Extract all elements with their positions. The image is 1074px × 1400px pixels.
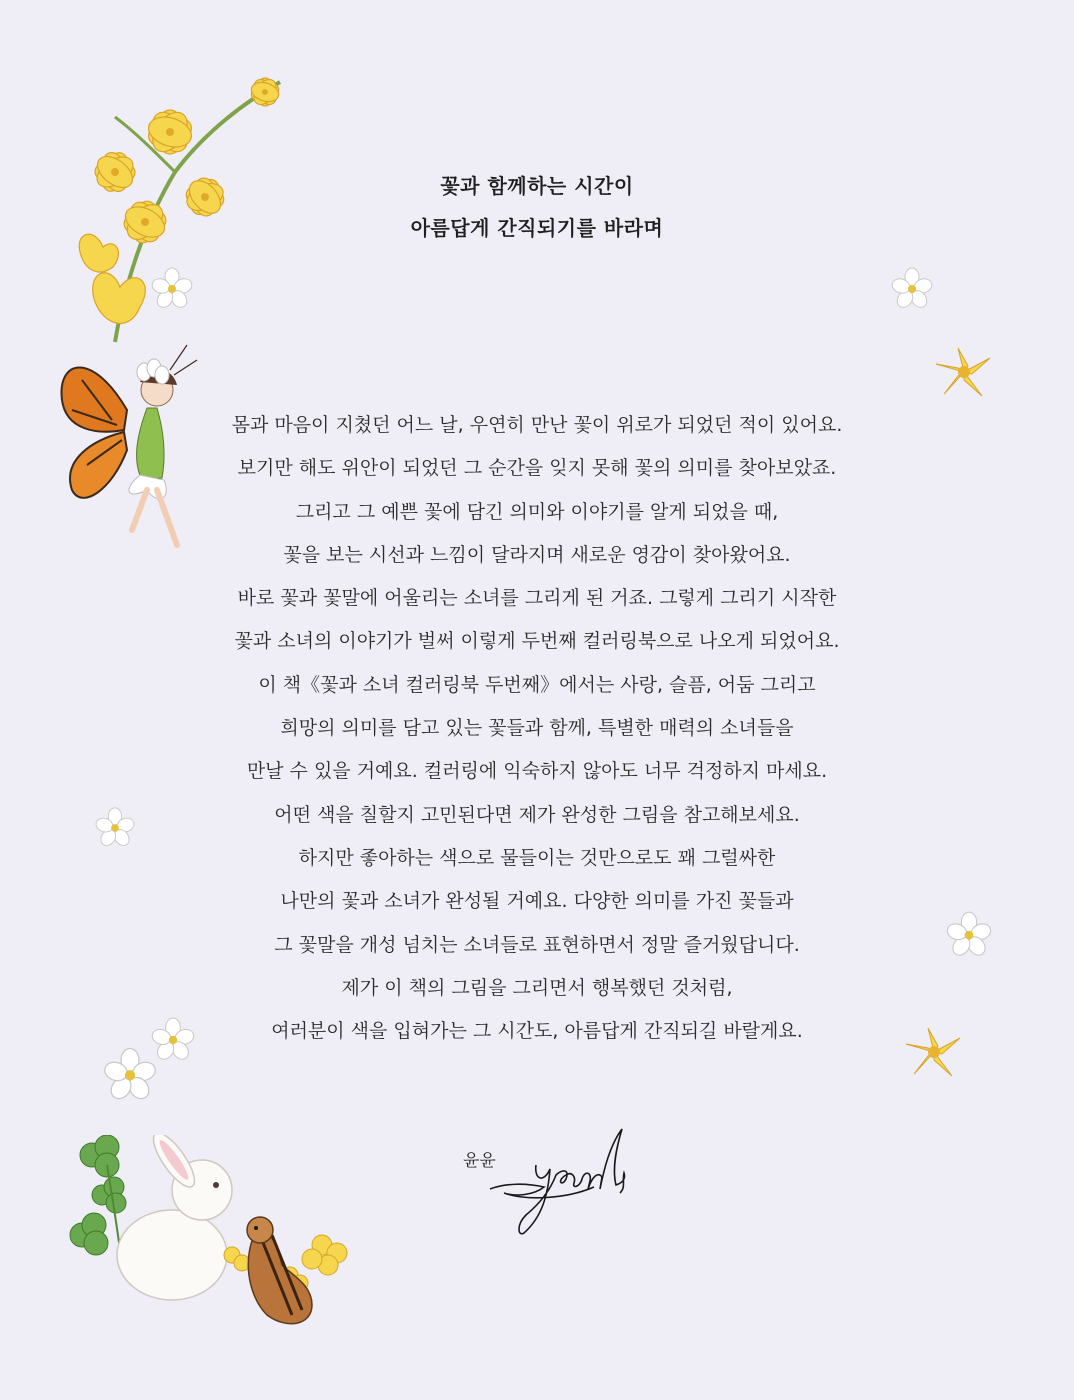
preface-body bbox=[140, 404, 934, 1053]
body-line: 몸과 마음이 지쳤던 어느 날, 우연히 만난 꽃이 위로가 되었던 적이 있어요. bbox=[231, 414, 843, 436]
small-flower-icon bbox=[945, 910, 993, 958]
author-signature-icon bbox=[486, 1125, 636, 1240]
body-line: 바로 꽃과 꽃말에 어울리는 소녀를 그리게 된 거죠. 그렇게 그리기 시작한 bbox=[237, 587, 837, 610]
author-name: 윤윤 bbox=[463, 1151, 496, 1171]
page-title-line-1: 꽃과 함께하는 시간이 bbox=[440, 174, 634, 198]
body-line: 어떤 색을 칠할지 고민된다면 제가 완성한 그림을 참고해보세요. bbox=[274, 803, 800, 826]
rabbit-and-chipmunk-icon bbox=[62, 1135, 362, 1335]
small-flower-icon bbox=[890, 266, 934, 310]
body-line: 하지만 좋아하는 색으로 물들이는 것만으로도 꽤 그럴싸한 bbox=[298, 846, 776, 869]
small-flower-icon bbox=[94, 806, 136, 848]
page-title-line-2: 아름답게 간직되기를 바라며 bbox=[410, 216, 664, 240]
small-flower-icon bbox=[150, 266, 194, 310]
body-line: 희망의 의미를 담고 있는 꽃들과 함께, 특별한 매력의 소녀들을 bbox=[280, 717, 794, 740]
body-line: 나만의 꽃과 소녀가 완성될 거예요. 다양한 의미를 가진 꽃들과 bbox=[280, 890, 794, 913]
body-line: 그리고 그 예쁜 꽃에 담긴 의미와 이야기를 알게 되었을 때, bbox=[295, 500, 779, 523]
body-line: 꽃과 소녀의 이야기가 벌써 이렇게 두번째 컬러링북으로 나오게 되었어요. bbox=[234, 630, 840, 653]
body-line: 여러분이 색을 입혀가는 그 시간도, 아름답게 간직되길 바랄게요. bbox=[271, 1020, 803, 1043]
body-line: 만날 수 있을 거예요. 컬러링에 익숙하지 않아도 너무 걱정하지 마세요. bbox=[246, 760, 828, 783]
small-flower-icon bbox=[102, 1046, 158, 1102]
yellow-star-flower-icon bbox=[934, 344, 994, 400]
body-line: 제가 이 책의 그림을 그리면서 행복했던 것처럼, bbox=[341, 976, 733, 999]
body-line: 꽃을 보는 시선과 느낌이 달라지며 새로운 영감이 찾아왔어요. bbox=[283, 543, 791, 566]
body-line: 이 책《꽃과 소녀 컬러링북 두번째》에서는 사랑, 슬픔, 어둠 그리고 bbox=[258, 673, 816, 696]
body-line: 보기만 해도 위안이 되었던 그 순간을 잊지 못해 꽃의 의미를 찾아보았죠. bbox=[237, 457, 837, 480]
body-line: 그 꽃말을 개성 넘치는 소녀들로 표현하면서 정말 즐거웠답니다. bbox=[274, 933, 800, 956]
